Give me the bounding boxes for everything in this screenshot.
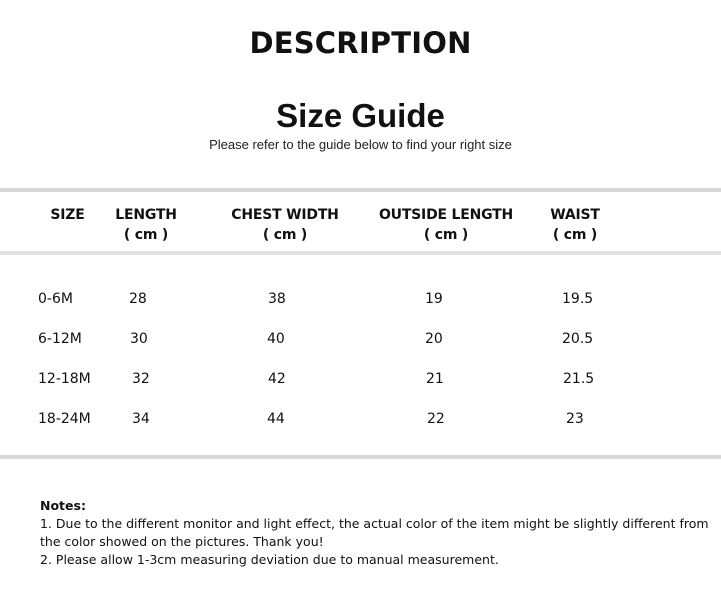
header-length-label: LENGTH (115, 207, 177, 223)
header-waist-unit: ( cm ) (552, 227, 598, 243)
header-length (108, 205, 184, 245)
cell-outside-length: 19 (425, 291, 443, 307)
size-guide-subtitle: Please refer to the guide below to find your right size (209, 137, 512, 152)
header-size (40, 205, 95, 225)
header-outside-length (376, 205, 516, 245)
header-size-label: SIZE (50, 207, 85, 223)
cell-chest-width: 38 (268, 291, 286, 307)
header-chest-width (226, 205, 344, 245)
cell-size: 12-18M (38, 371, 91, 387)
cell-outside-length: 21 (426, 371, 444, 387)
cell-waist: 20.5 (562, 331, 594, 347)
header-outside-length-unit: ( cm ) (423, 227, 469, 243)
notes-section (40, 497, 710, 569)
notes-item: 2. Please allow 1-3cm measuring deviation due to manual measurement. (40, 552, 499, 567)
cell-size: 0-6M (38, 291, 73, 307)
cell-length: 32 (132, 371, 150, 387)
header-waist (538, 205, 612, 245)
cell-chest-width: 44 (267, 411, 285, 427)
cell-length: 30 (130, 331, 148, 347)
cell-chest-width: 42 (268, 371, 286, 387)
cell-waist: 23 (566, 411, 584, 427)
cell-chest-width: 40 (267, 331, 285, 347)
cell-size: 18-24M (38, 411, 91, 427)
cell-waist: 19.5 (562, 291, 594, 307)
cell-length: 28 (129, 291, 147, 307)
description-heading: DESCRIPTION (249, 26, 472, 60)
size-guide-title: Size Guide (276, 97, 445, 134)
header-waist-label: WAIST (550, 207, 600, 223)
header-chest-width-label: CHEST WIDTH (231, 207, 339, 223)
header-chest-width-unit: ( cm ) (262, 227, 308, 243)
cell-size: 6-12M (38, 331, 82, 347)
notes-item: 1. Due to the different monitor and light effect, the actual color of the item might be slightly different from the color showed on the pictures. Thank you! (40, 516, 709, 549)
header-length-unit: ( cm ) (123, 227, 169, 243)
cell-outside-length: 22 (427, 411, 445, 427)
table-header-divider (0, 251, 721, 255)
table-top-divider (0, 188, 721, 192)
header-outside-length-label: OUTSIDE LENGTH (378, 207, 514, 223)
cell-outside-length: 20 (425, 331, 443, 347)
cell-waist: 21.5 (563, 371, 595, 387)
notes-title: Notes: (40, 498, 86, 513)
table-bottom-divider (0, 455, 721, 459)
cell-length: 34 (132, 411, 150, 427)
